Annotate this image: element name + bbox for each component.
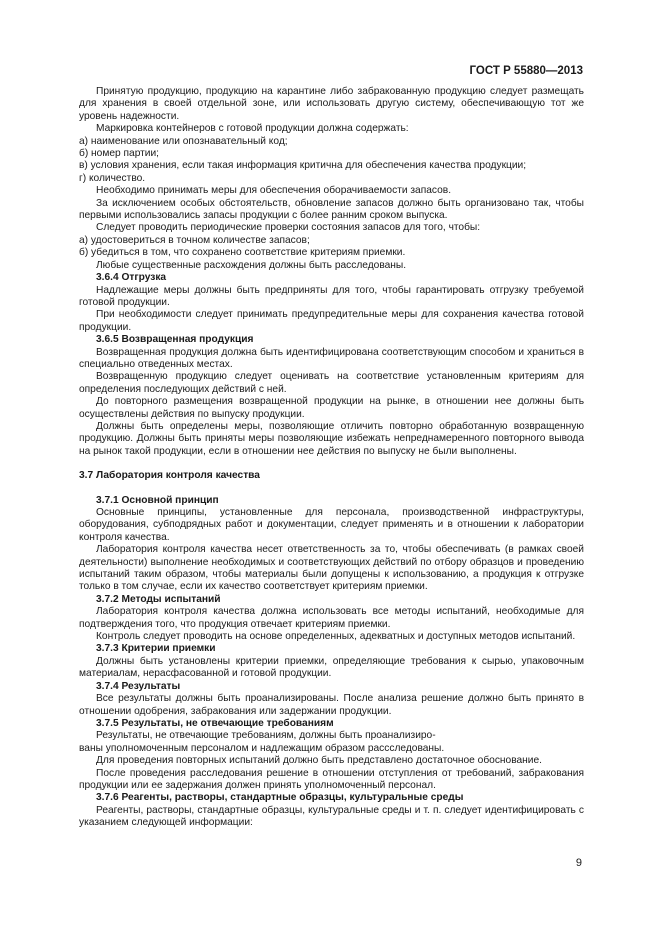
paragraph: Надлежащие меры должны быть предприняты для того, чтобы гарантировать отгрузку требуемой готовой продукции. [79, 284, 584, 308]
document-body [79, 86, 584, 830]
list-item: б) убедиться в том, что сохранено соответствие критериям приемки. [79, 247, 406, 259]
paragraph: Маркировка контейнеров с готовой продукции должна содержать: [96, 123, 409, 135]
paragraph: После проведения расследования решение в отношении отступления от требований, забракования продукции или ее задержания должен принять уполномоченный персонал. [79, 767, 584, 791]
paragraph: Должны быть установлены критерии приемки, определяющие требования к сырью, упаковочным материалам, нерасфасованной и готовой продукции. [79, 655, 584, 680]
paragraph: Лаборатория контроля качества несет ответственность за то, чтобы обеспечивать (в рамках своей деятельности) выполнение необходимых и соответствующих действий по отбору образцов и проведению испытаний таким образом, чтобы материалы были допущены к использованию, а продукция к отгрузке только в том случае, если их качество соответствует критериям приемки. [79, 544, 584, 593]
paragraph: Следует проводить периодические проверки состояния запасов для того, чтобы: [96, 222, 481, 234]
section-heading: 3.7.6 Реагенты, растворы, стандартные образцы, культуральные среды [96, 792, 464, 804]
section-heading: 3.6.4 Отгрузка [96, 272, 167, 284]
paragraph: До повторного размещения возвращенной продукции на рынке, в отношении нее должны быть осуществлены действия по выпуску продукции. [79, 396, 584, 420]
paragraph: Реагенты, растворы, стандартные образцы, культуральные среды и т. п. следует идентифицировать с указанием следующей информации: [79, 804, 584, 829]
list-item: в) условия хранения, если такая информация критична для обеспечения качества продукции; [79, 160, 527, 172]
paragraph: Лаборатория контроля качества должна использовать все методы испытаний, необходимые для подтверждения того, что продукция отвечает критериям приемки. [79, 606, 584, 630]
section-heading: 3.6.5 Возвращенная продукция [96, 334, 254, 346]
list-item: а) наименование или опознавательный код; [79, 135, 288, 147]
paragraph: Результаты, не отвечающие требованиям, должны быть проанализиро- [96, 730, 436, 742]
section-heading: 3.7.4 Результаты [96, 680, 181, 692]
document-id-header: ГОСТ Р 55880—2013 [469, 65, 583, 77]
list-item: б) номер партии; [79, 148, 160, 160]
paragraph: При необходимости следует принимать предупредительные меры для сохранения качества готовой продукции. [79, 309, 584, 333]
section-heading: 3.7.5 Результаты, не отвечающие требованиям [96, 717, 334, 729]
list-item: ваны уполномоченным персоналом и надлежащим образом рассследованы. [79, 742, 445, 754]
paragraph: За исключением особых обстоятельств, обновление запасов должно быть организовано так, чтобы первыми использовались запасы продукции с более ранним сроком выпуска. [79, 197, 584, 222]
paragraph: Возвращенная продукция должна быть идентифицирована соответствующим способом и храниться в специально отведенных местах. [79, 346, 584, 370]
page-number: 9 [575, 857, 582, 869]
paragraph: Принятую продукцию, продукцию на карантине либо забракованную продукцию следует размещать для хранения в своей отдельной зоне, или использовать другую систему, обеспечивающую тот же уровень надежности. [79, 86, 584, 122]
paragraph: Любые существенные расхождения должны быть расследованы. [96, 259, 407, 271]
paragraph: Возвращенную продукцию следует оценивать на соответствие установленным критериям для определения последующих действий с ней. [79, 371, 584, 395]
paragraph: Контроль следует проводить на основе определенных, адекватных и доступных методов испытаний. [96, 631, 576, 643]
paragraph: Для проведения повторных испытаний должно быть представлено достаточное обоснование. [96, 755, 542, 767]
paragraph: Необходимо принимать меры для обеспечения оборачиваемости запасов. [96, 185, 452, 197]
paragraph: Все результаты должны быть проанализированы. После анализа решение должно быть принято в отношении одобрения, забракования или задержании продукции. [79, 693, 584, 717]
section-heading: 3.7.3 Критерии приемки [96, 643, 216, 655]
section-heading: 3.7.1 Основной принцип [96, 494, 219, 506]
paragraph: Должны быть определены меры, позволяющие отличить повторно обработанную возвращенную продукцию. Должны быть приняты меры позволяющие избежать непреднамеренного повторного вывода на рынок такой продукции, если в отношении нее действия по выпуску не были выполнены. [79, 420, 584, 457]
section-heading-major: 3.7 Лаборатория контроля качества [79, 470, 260, 482]
paragraph: Основные принципы, установленные для персонала, производственной инфраструктуры, оборудования, субподрядных работ и документации, следует применять и в отношении к лаборатории контроля качества. [79, 507, 584, 543]
list-item: г) количество. [79, 172, 146, 184]
list-item: а) удостовериться в точном количестве запасов; [79, 234, 310, 246]
section-heading: 3.7.2 Методы испытаний [96, 593, 221, 605]
